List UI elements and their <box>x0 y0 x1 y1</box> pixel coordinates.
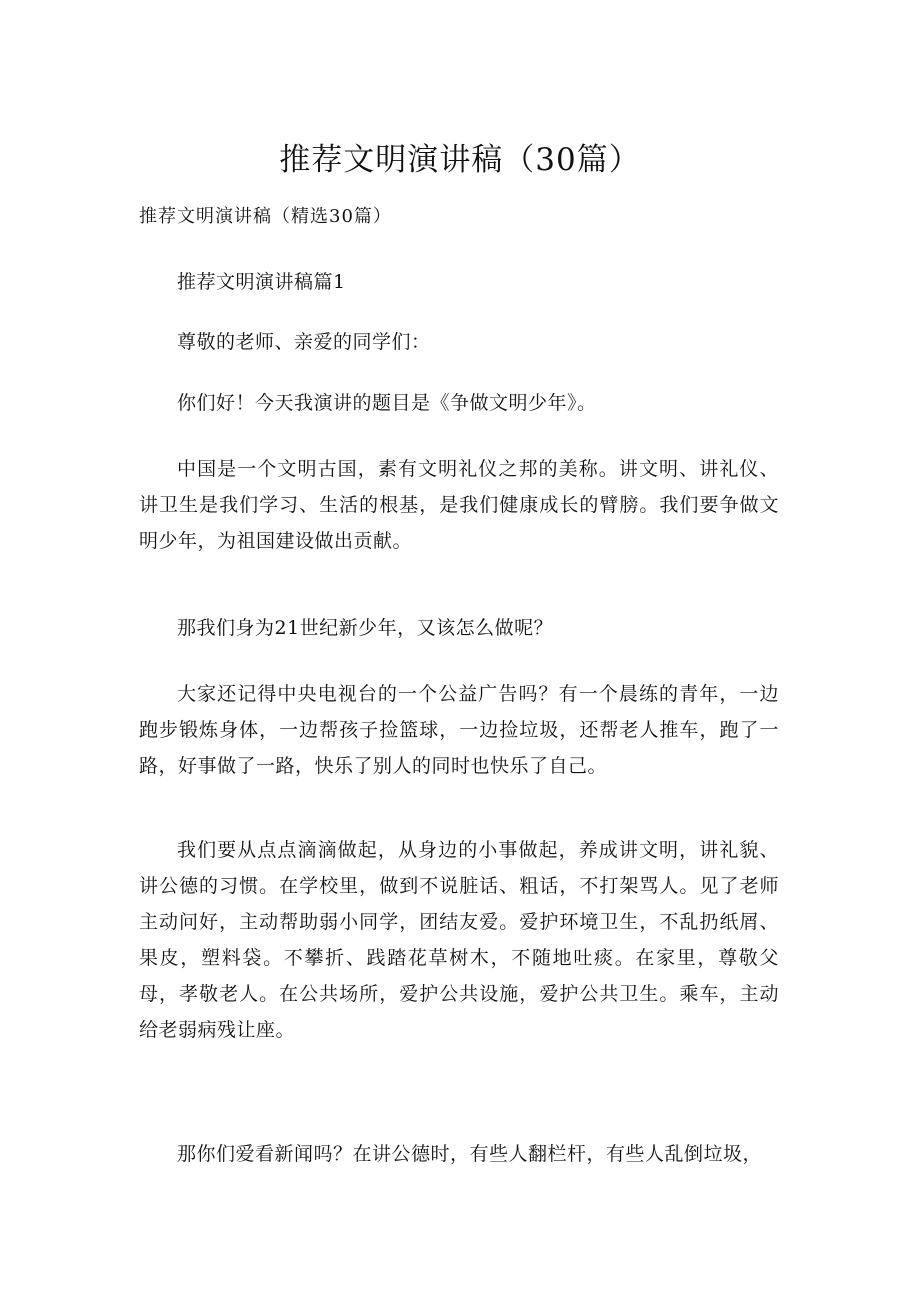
body-paragraph: 中国是一个文明古国，素有文明礼仪之邦的美称。讲文明、讲礼仪、讲卫生是我们学习、生活的根基，是我们健康成长的臂膀。我们要争做文明少年，为祖国建设做出贡献。 <box>139 458 779 552</box>
document-subtitle: 推荐文明演讲稿（精选30篇） <box>139 206 392 227</box>
intro-paragraph: 你们好！今天我演讲的题目是《争做文明少年》。 <box>177 392 597 414</box>
greeting-paragraph: 尊敬的老师、亲爱的同学们： <box>177 331 431 353</box>
section-heading: 推荐文明演讲稿篇1 <box>177 271 346 293</box>
body-paragraph: 我们要从点点滴滴做起，从身边的小事做起，养成讲文明，讲礼貌、讲公德的习惯。在学校里，做到不说脏话、粗话，不打架骂人。见了老师主动问好，主动帮助弱小同学，团结友爱。爱护环境卫生，不乱扔纸屑、果皮，塑料袋。不攀折、践踏花草树木，不随地吐痰。在家里，尊敬父母，孝敬老人。在公共场所，爱护公共设施，爱护公共卫生。乘车，主动给老弱病残让座。 <box>139 839 779 1041</box>
body-paragraph: 那你们爱看新闻吗？在讲公德时，有些人翻栏杆，有些人乱倒垃圾， <box>177 1143 763 1165</box>
body-paragraph: 那我们身为21世纪新少年，又该怎么做呢？ <box>177 617 554 639</box>
body-paragraph: 大家还记得中央电视台的一个公益广告吗？有一个晨练的青年，一边跑步锻炼身体，一边帮孩子捡篮球，一边捡垃圾，还帮老人推车，跑了一路，好事做了一路，快乐了别人的同时也快乐了自己。 <box>139 683 779 777</box>
document-title: 推荐文明演讲稿（30篇） <box>279 142 641 178</box>
